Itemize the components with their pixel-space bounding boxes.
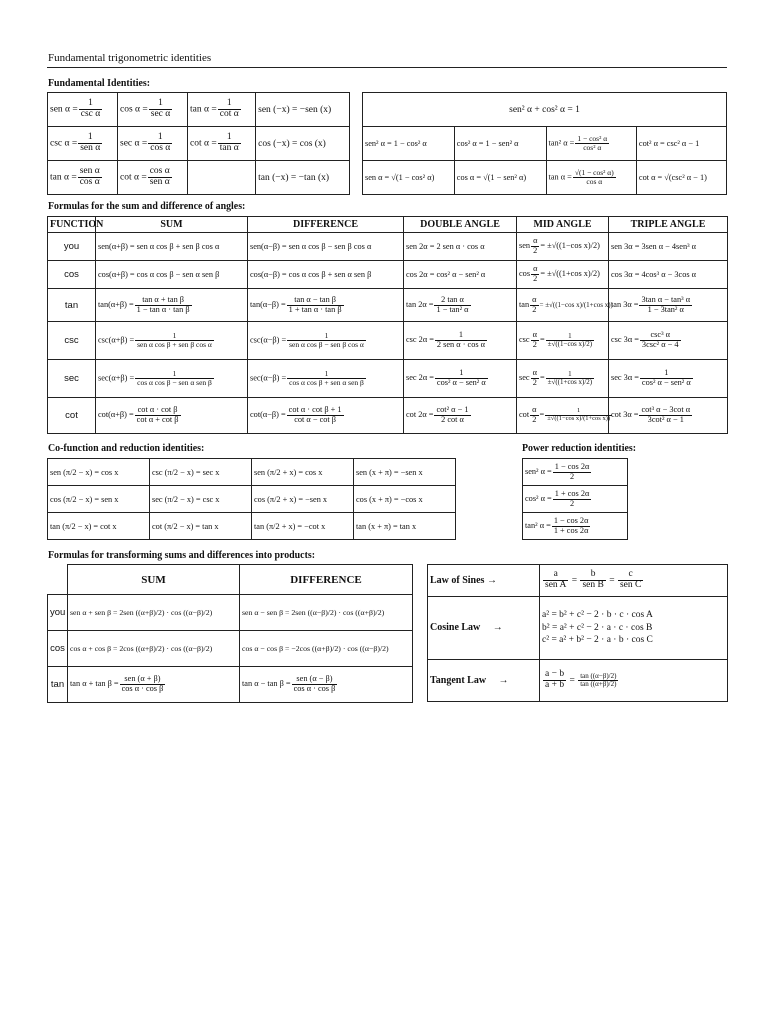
empty-cell <box>188 161 256 195</box>
pythagorean-cell: cot α = √(csc² α − 1) <box>636 161 726 195</box>
double-cell: cot 2α = $\frac{\text{cot² α − 1}}{\text{2 cot α}}$ <box>404 398 517 434</box>
diff-cell: tan α − tan β = $\frac{\text{sen (α − β)}}{\text{cos α · cos β}}$ <box>240 667 413 703</box>
col-header: FUNCTION <box>48 217 96 233</box>
mid-cell: sec $\frac{\alpha}{2}$ = $\frac{1}{\text{±√((1+cos x)/2)}}$ <box>517 360 609 398</box>
reciprocal-cell: sen α = $\frac{1}{\text{csc α}}$ <box>48 93 118 127</box>
tangent-law-label: Tangent Law → <box>428 659 540 701</box>
parity-cell: tan (−x) = −tan (x) <box>256 161 350 195</box>
row-label: cos <box>48 631 68 667</box>
pythagorean-cell: sen α = √(1 − cos² α) <box>363 161 455 195</box>
empty-cell <box>48 565 68 595</box>
double-cell: sen 2α = 2 sen α · cos α <box>404 233 517 261</box>
sum-cell: tan(α+β) = $\frac{\text{tan α + tan β}}{\text{1 − tan α · tan β}}$ <box>96 289 248 322</box>
pythagorean-cell: sen² α = 1 − cos² α <box>363 127 455 161</box>
reciprocal-cell: cos α = $\frac{1}{\text{sec α}}$ <box>118 93 188 127</box>
cofunction-cell: cot (π/2 − x) = tan x <box>150 513 252 540</box>
parity-cell: cos (−x) = cos (x) <box>256 127 350 161</box>
row-label: cos <box>48 261 96 289</box>
pythagorean-cell: cos² α = 1 − sen² α <box>454 127 546 161</box>
sum-diff-title: Formulas for the sum and difference of angles: <box>48 200 246 212</box>
col-header: DIFFERENCE <box>248 217 404 233</box>
sum-cell: sen(α+β) = sen α cos β + sen β cos α <box>96 233 248 261</box>
row-label: tan <box>48 289 96 322</box>
reciprocal-cell: cot α = $\frac{1}{\text{tan α}}$ <box>188 127 256 161</box>
reciprocal-cell: csc α = $\frac{1}{\text{sen α}}$ <box>48 127 118 161</box>
cosine-law-label: Cosine Law → <box>428 597 540 659</box>
triple-cell: csc 3α = $\frac{\text{csc³ α}}{\text{3csc² α − 4}}$ <box>609 322 728 360</box>
pythagorean-cell: cos α = √(1 − sen² α) <box>454 161 546 195</box>
fundamental-title: Fundamental Identities: <box>48 77 151 89</box>
products-title: Formulas for transforming sums and differences into products: <box>48 549 316 561</box>
cofunction-cell: sen (x + π) = −sen x <box>354 459 456 486</box>
triple-cell: sec 3α = $\frac{1}{\text{cos² α − sen² α}}$ <box>609 360 728 398</box>
pythagorean-identity: sen² α + cos² α = 1 <box>363 93 727 127</box>
diff-cell: csc(α−β) = $\frac{1}{\text{sen α cos β − sen β cos α}}$ <box>248 322 404 360</box>
power-title: Power reduction identities: <box>522 442 637 454</box>
power-cell: sen² α = $\frac{1 - \cos 2\alpha}{2}$ <box>523 459 628 486</box>
col-header: DOUBLE ANGLE <box>404 217 517 233</box>
page-title: Fundamental trigonometric identities <box>48 52 212 64</box>
col-header: DIFFERENCE <box>240 565 413 595</box>
sum-cell: tan α + tan β = $\frac{\text{sen (α + β)}}{\text{cos α · cos β}}$ <box>68 667 240 703</box>
pythagorean-cell: tan² α = $\frac{\text{1 − cos² α}}{\text{cos² α}}$ <box>546 127 636 161</box>
mid-cell: cot $\frac{\alpha}{2}$ = $\frac{1}{\text{±√((1−cos x)/(1+cos x))}}$ <box>517 398 609 434</box>
sum-cell: sen α + sen β = 2sen ((α+β)/2) · cos ((α−β)/2) <box>68 595 240 631</box>
tangent-law: $\frac{a - b}{a + b}$ = $\frac{\tan ((\alpha-\beta)/2)}{\tan ((\alpha+\beta)/2)}$ <box>540 659 728 701</box>
diff-cell: tan(α−β) = $\frac{\text{tan α − tan β}}{\text{1 + tan α · tan β}}$ <box>248 289 404 322</box>
cofunction-cell: sen (π/2 + x) = cos x <box>252 459 354 486</box>
cofunction-table <box>47 458 456 540</box>
parity-cell: sen (−x) = −sen (x) <box>256 93 350 127</box>
cofunction-cell: sec (π/2 − x) = csc x <box>150 486 252 513</box>
mid-cell: csc $\frac{\alpha}{2}$ = $\frac{1}{\text{±√((1−cos x)/2)}}$ <box>517 322 609 360</box>
reciprocal-cell: sec α = $\frac{1}{\text{cos α}}$ <box>118 127 188 161</box>
power-table <box>522 458 628 540</box>
double-cell: cos 2α = cos² α − sen² α <box>404 261 517 289</box>
diff-cell: sen α − sen β = 2sen ((α−β)/2) · cos ((α+β)/2) <box>240 595 413 631</box>
row-label: csc <box>48 322 96 360</box>
sum-cell: cos(α+β) = cos α cos β − sen α sen β <box>96 261 248 289</box>
diff-cell: cot(α−β) = $\frac{\text{cot α · cot β + 1}}{\text{cot α − cot β}}$ <box>248 398 404 434</box>
mid-cell: cos $\frac{\alpha}{2}$ = ±√((1+cos x)/2) <box>517 261 609 289</box>
triple-cell: cot 3α = $\frac{\text{cot³ α − 3cot α}}{\text{3cot² α − 1}}$ <box>609 398 728 434</box>
pythagorean-table <box>362 92 727 195</box>
double-cell: tan 2α = $\frac{\text{2 tan α}}{\text{1 − tan² α}}$ <box>404 289 517 322</box>
cofunction-cell: sen (π/2 − x) = cos x <box>48 459 150 486</box>
sum-cell: sec(α+β) = $\frac{1}{\text{cos α cos β − sen α sen β}}$ <box>96 360 248 398</box>
diff-cell: sec(α−β) = $\frac{1}{\text{cos α cos β + sen α sen β}}$ <box>248 360 404 398</box>
mid-cell: tan $\frac{\alpha}{2}$ = ±√((1−cos x)/(1+cos x)) <box>517 289 609 322</box>
sum-cell: cot(α+β) = $\frac{\text{cot α · cot β}}{\text{cot α + cot β}}$ <box>96 398 248 434</box>
row-label: cot <box>48 398 96 434</box>
reciprocal-cell: tan α = $\frac{1}{\text{cot α}}$ <box>188 93 256 127</box>
row-label: you <box>48 595 68 631</box>
reciprocal-cell: tan α = $\frac{\text{sen α}}{\text{cos α}}$ <box>48 161 118 195</box>
cofunction-title: Co-function and reduction identities: <box>48 442 205 454</box>
row-label: tan <box>48 667 68 703</box>
triple-cell: cos 3α = 4cos³ α − 3cos α <box>609 261 728 289</box>
pythagorean-cell: tan α = $\frac{\text{√(1 − cos² α)}}{\text{cos α}}$ <box>546 161 636 195</box>
cofunction-cell: cos (x + π) = −cos x <box>354 486 456 513</box>
cofunction-cell: cos (π/2 − x) = sen x <box>48 486 150 513</box>
diff-cell: cos(α−β) = cos α cos β + sen α sen β <box>248 261 404 289</box>
cofunction-cell: tan (π/2 + x) = −cot x <box>252 513 354 540</box>
col-header: SUM <box>68 565 240 595</box>
col-header: MID ANGLE <box>517 217 609 233</box>
power-cell: cos² α = $\frac{1 + \cos 2\alpha}{2}$ <box>523 486 628 513</box>
products-table <box>47 564 413 703</box>
sum-cell: cos α + cos β = 2cos ((α+β)/2) · cos ((α−β)/2) <box>68 631 240 667</box>
reciprocal-cell: cot α = $\frac{\text{cos α}}{\text{sen α}}$ <box>118 161 188 195</box>
laws-table <box>427 564 728 702</box>
triple-cell: tan 3α = $\frac{\text{3tan α − tan³ α}}{\text{1 − 3tan² α}}$ <box>609 289 728 322</box>
double-cell: sec 2α = $\frac{1}{\text{cos² α − sen² α}}$ <box>404 360 517 398</box>
double-cell: csc 2α = $\frac{1}{\text{2 sen α · cos α}}$ <box>404 322 517 360</box>
col-header: TRIPLE ANGLE <box>609 217 728 233</box>
diff-cell: sen(α−β) = sen α cos β − sen β cos α <box>248 233 404 261</box>
sum-cell: csc(α+β) = $\frac{1}{\text{sen α cos β + sen β cos α}}$ <box>96 322 248 360</box>
cosine-law: a² = b² + c² − 2 · b · c · cos A b² = a² + c² − 2 · a · c · cos B c² = a² + b² − 2 · a · b · cos C <box>540 597 728 659</box>
reciprocal-table <box>47 92 350 195</box>
row-label: you <box>48 233 96 261</box>
triple-cell: sen 3α = 3sen α − 4sen³ α <box>609 233 728 261</box>
cofunction-cell: csc (π/2 − x) = sec x <box>150 459 252 486</box>
title-rule <box>47 67 727 68</box>
sum-diff-table <box>47 216 728 434</box>
cofunction-cell: cos (π/2 + x) = −sen x <box>252 486 354 513</box>
pythagorean-cell: cot² α = csc² α − 1 <box>636 127 726 161</box>
diff-cell: cos α − cos β = −2cos ((α+β)/2) · cos ((α−β)/2) <box>240 631 413 667</box>
power-cell: tan² α = $\frac{1 - \cos 2\alpha}{1 + \cos 2\alpha}$ <box>523 513 628 540</box>
law-of-sines-label: Law of Sines → <box>428 565 540 597</box>
mid-cell: sen $\frac{\alpha}{2}$ = ±√((1−cos x)/2) <box>517 233 609 261</box>
law-of-sines: $\frac{a}{\text{sen A}}$ = $\frac{b}{\text{sen B}}$ = $\frac{c}{\text{sen C}}$ <box>540 565 728 597</box>
row-label: sec <box>48 360 96 398</box>
cofunction-cell: tan (x + π) = tan x <box>354 513 456 540</box>
col-header: SUM <box>96 217 248 233</box>
cofunction-cell: tan (π/2 − x) = cot x <box>48 513 150 540</box>
